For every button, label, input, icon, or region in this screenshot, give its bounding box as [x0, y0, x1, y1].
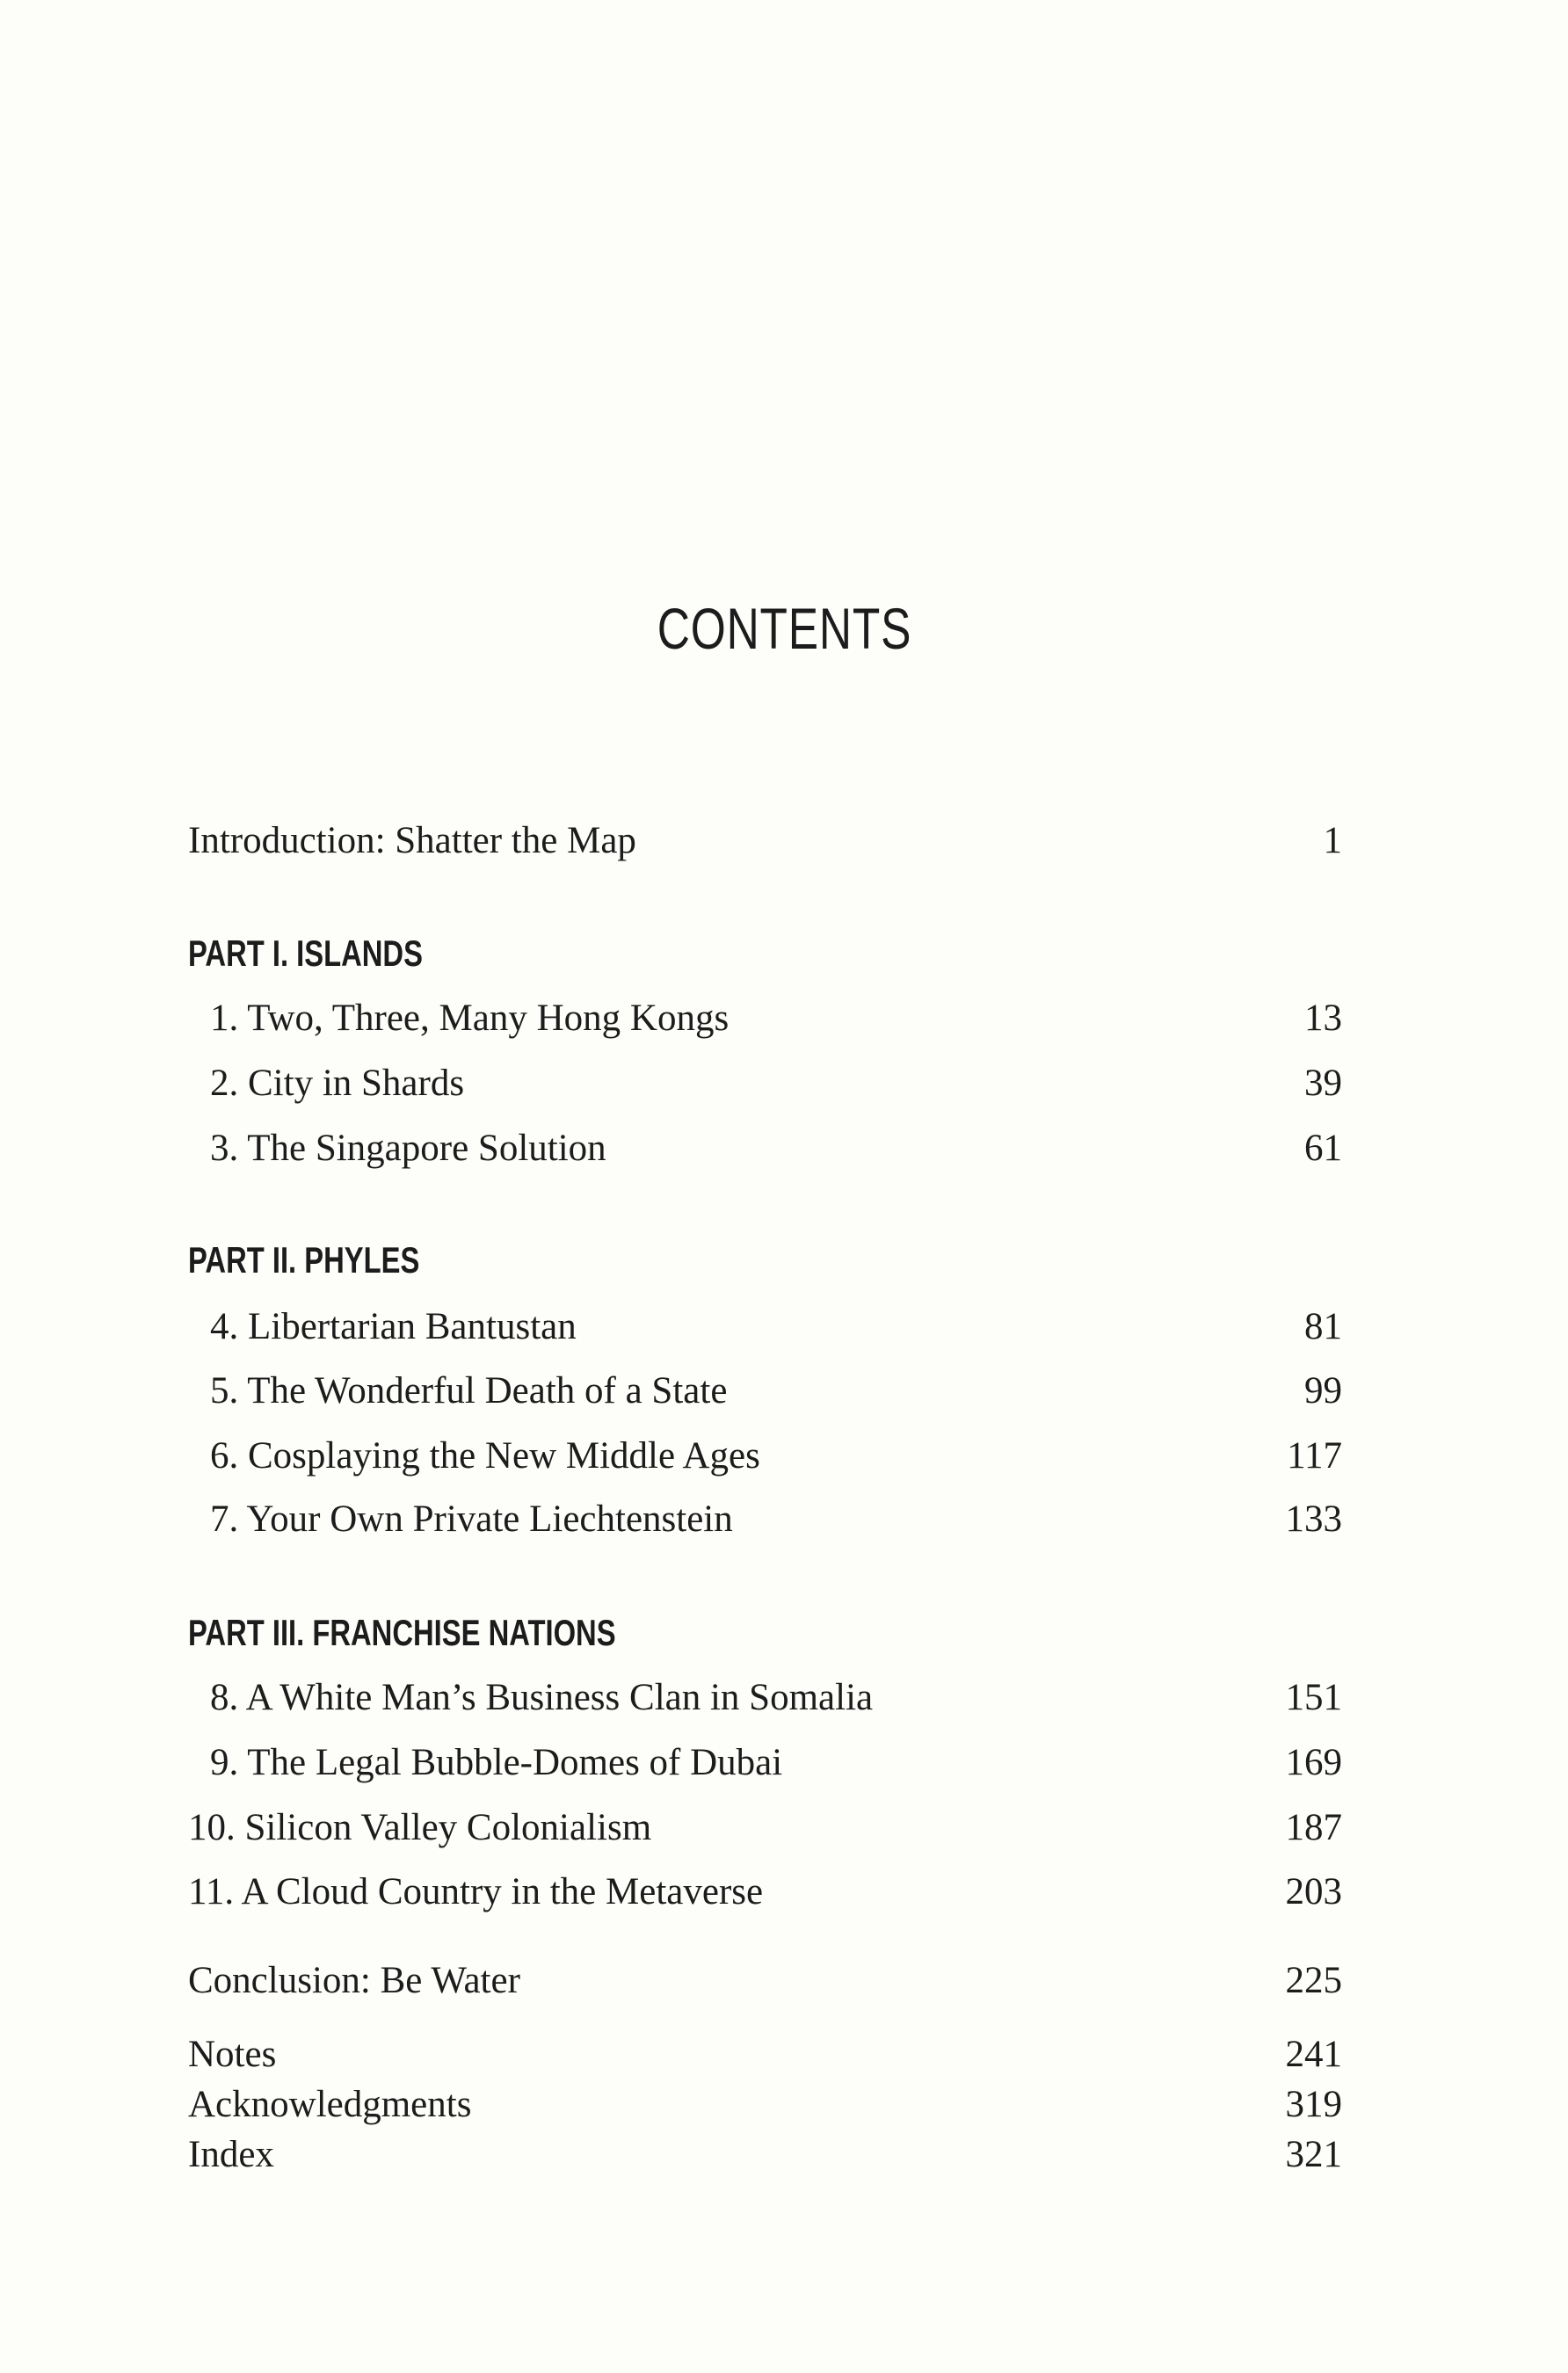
entry-label: 2. City in Shards	[210, 1063, 465, 1104]
page-number: 151	[1285, 1677, 1342, 1718]
page-number: 321	[1285, 2134, 1342, 2175]
toc-entry[interactable]	[188, 1430, 1342, 1483]
page-title: CONTENTS	[657, 596, 911, 661]
page-number: 1	[1323, 820, 1342, 861]
toc-entry[interactable]	[188, 1493, 1342, 1546]
entry-label: Introduction: Shatter the Map	[188, 820, 636, 861]
toc-entry-acknowledgments[interactable]	[188, 2079, 1342, 2131]
entry-label: 7. Your Own Private Liechtenstein	[210, 1499, 733, 1540]
toc-entry[interactable]	[188, 1802, 1342, 1854]
toc-entry[interactable]	[188, 1866, 1342, 1919]
page-number: 169	[1285, 1742, 1342, 1783]
entry-label: 5. The Wonderful Death of a State	[210, 1370, 728, 1411]
entry-label: 8. A White Man’s Business Clan in Somalia	[210, 1677, 874, 1718]
toc-entry[interactable]	[188, 1122, 1342, 1175]
toc-entry[interactable]	[188, 992, 1342, 1045]
toc-entry[interactable]	[188, 1365, 1342, 1418]
part-heading: PART I. ISLANDS	[188, 933, 423, 974]
part-heading: PART II. PHYLES	[188, 1239, 420, 1281]
page-number: 81	[1304, 1306, 1342, 1347]
toc-entry[interactable]	[188, 1057, 1342, 1110]
entry-label: 9. The Legal Bubble-Domes of Dubai	[210, 1742, 783, 1783]
entry-label: Notes	[188, 2034, 277, 2075]
entry-label: 3. The Singapore Solution	[210, 1128, 606, 1169]
toc-entry[interactable]	[188, 1672, 1342, 1724]
page-number: 225	[1285, 1960, 1342, 2001]
page-number: 203	[1285, 1871, 1342, 1912]
toc-entry[interactable]	[188, 1301, 1342, 1353]
entry-label: 10. Silicon Valley Colonialism	[188, 1807, 652, 1848]
toc-entry-notes[interactable]	[188, 2028, 1342, 2081]
entry-label: Index	[188, 2134, 274, 2175]
page-number: 187	[1285, 1807, 1342, 1848]
entry-label: Acknowledgments	[188, 2084, 472, 2125]
page-number: 319	[1285, 2084, 1342, 2125]
entry-label: Conclusion: Be Water	[188, 1960, 520, 2001]
entry-label: 4. Libertarian Bantustan	[210, 1306, 577, 1347]
toc-entry[interactable]	[188, 1737, 1342, 1789]
part-heading: PART III. FRANCHISE NATIONS	[188, 1612, 616, 1653]
entry-label: 1. Two, Three, Many Hong Kongs	[210, 998, 730, 1039]
page-number: 241	[1285, 2034, 1342, 2075]
page-number: 99	[1304, 1370, 1342, 1411]
toc-entry-conclusion[interactable]	[188, 1955, 1342, 2007]
page-number: 13	[1304, 998, 1342, 1039]
page-number: 117	[1287, 1435, 1342, 1477]
entry-label: 6. Cosplaying the New Middle Ages	[210, 1435, 760, 1477]
toc-entry-index[interactable]	[188, 2129, 1342, 2181]
page-number: 39	[1304, 1063, 1342, 1104]
page-number: 61	[1304, 1128, 1342, 1169]
toc-entry-introduction[interactable]	[188, 815, 1342, 867]
page-number: 133	[1285, 1499, 1342, 1540]
entry-label: 11. A Cloud Country in the Metaverse	[188, 1871, 764, 1912]
